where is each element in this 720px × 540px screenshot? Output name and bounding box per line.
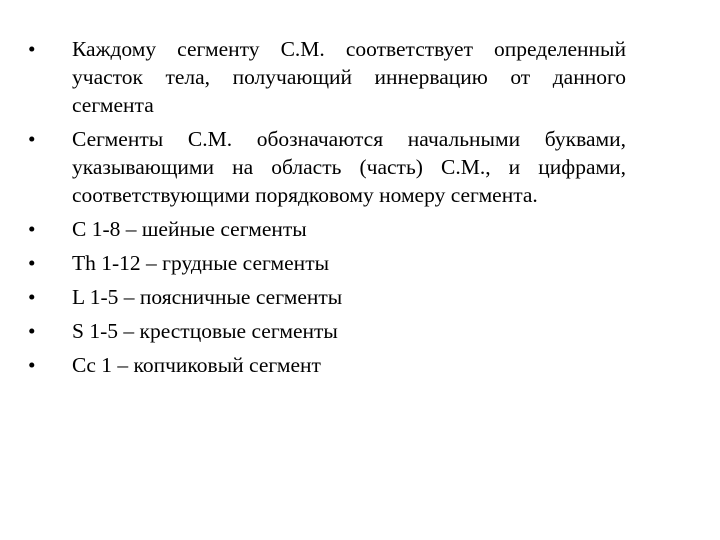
bullet-icon: • [28,37,36,61]
bullet-icon: • [28,285,36,309]
bullet-icon: • [28,251,36,275]
bullet-text: C 1-8 – шейные сегменты [72,217,307,241]
bullet-text: Cc 1 – копчиковый сегмент [72,353,321,377]
bullet-text: Th 1-12 – грудные сегменты [72,251,330,275]
bullet-item-sacral [28,317,626,345]
bullet-text: Сегменты С.М. обозначаются начальными буквами, указывающими на область (часть) С.М., и цифрами, соответствующими порядковому номеру сегмента. [72,127,626,207]
bullet-text: L 1-5 – поясничные сегменты [72,285,343,309]
bullet-icon: • [28,217,36,241]
bullet-item-cervical [28,215,626,243]
bullet-item-segment-notation [28,125,626,209]
bullet-icon: • [28,127,36,151]
bullet-item-coccygeal [28,351,626,379]
bullet-text: Каждому сегменту С.М. соответствует определенный участок тела, получающий иннервацию от данного сегмента [72,37,626,117]
bullet-icon: • [28,319,36,343]
bullet-list [28,35,626,385]
bullet-icon: • [28,353,36,377]
bullet-text: S 1-5 – крестцовые сегменты [72,319,338,343]
bullet-item-segment-innervation [28,35,626,119]
bullet-item-thoracic [28,249,626,277]
bullet-item-lumbar [28,283,626,311]
